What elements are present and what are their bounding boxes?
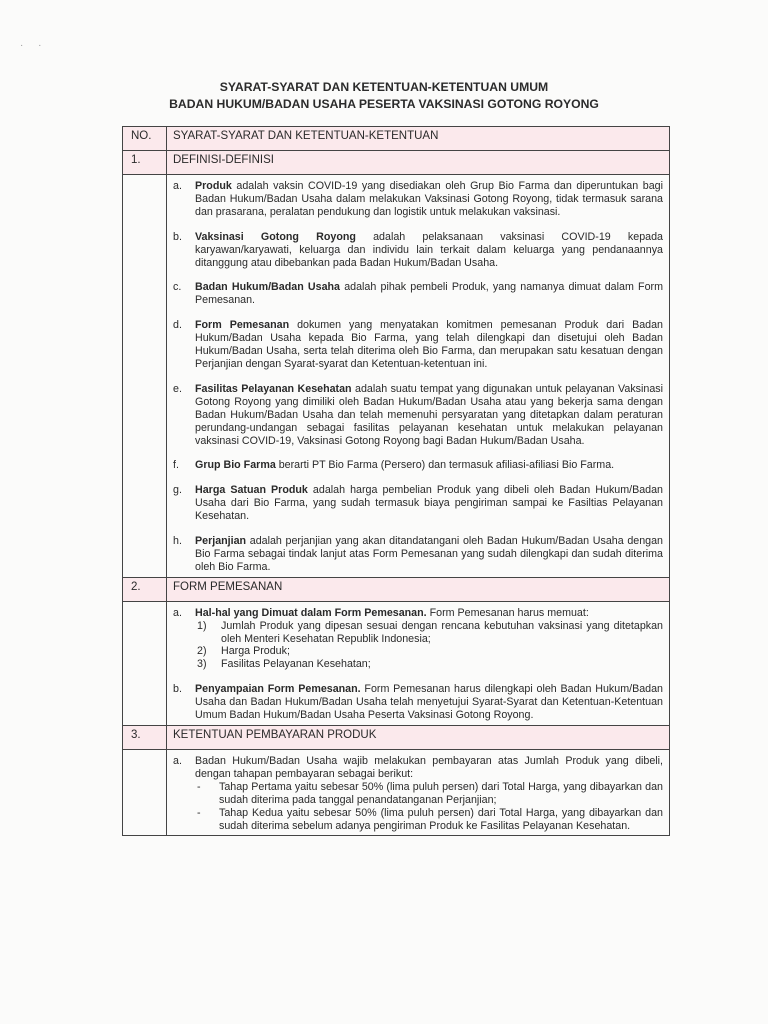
section-body-3 [123, 750, 670, 836]
list-item: a. Hal-hal yang Dimuat dalam Form Pemesanan. Form Pemesanan harus memuat: 1) Jumlah Produk yang dipesan sesuai dengan rencana kebutuhan vaksinasi yang ditetapkan oleh Menteri Kesehatan Republik Indonesia; 2) Harga Produk; 3) Fasilitas Pelayanan Kesehatan; [173, 606, 663, 671]
section-title: KETENTUAN PEMBAYARAN PRODUK [173, 729, 377, 741]
terms-table [122, 126, 670, 836]
title-line-2: BADAN HUKUM/BADAN USAHA PESERTA VAKSINASI GOTONG ROYONG [169, 97, 599, 111]
title-line-1: SYARAT-SYARAT DAN KETENTUAN-KETENTUAN UMUM [219, 80, 549, 94]
term: Fasilitas Pelayanan Kesehatan [195, 382, 352, 395]
table-header-row [123, 127, 670, 151]
header-label: SYARAT-SYARAT DAN KETENTUAN-KETENTUAN [173, 130, 439, 142]
list-item: d. Form Pemesanan dokumen yang menyatakan komitmen pemesanan Produk dari Badan Hukum/Badan Usaha kepada Bio Farma, yang telah dilengkapi dan disetujui oleh Badan Hukum/Badan Usaha, serta telah diterima oleh Bio Farma, dan merupakan satu kesatuan dengan Perjanjian dengan Syarat-syarat dan Ketentuan-ketentuan ini. [173, 319, 663, 370]
term: Form Pemesanan [195, 319, 290, 332]
scan-speck: · · [20, 40, 48, 51]
section-body-1 [123, 175, 670, 578]
term: Badan Hukum/Badan Usaha [195, 281, 340, 294]
header-no: NO. [123, 127, 167, 151]
list-item: b. Vaksinasi Gotong Royong adalah pelaksanaan vaksinasi COVID-19 kepada karyawan/karyawati, keluarga dan individu lain terkait dalam keluarga yang pendanaannya ditanggung atau dibebankan pada Badan Hukum/Badan Usaha. [173, 230, 663, 269]
section-title: DEFINISI-DEFINISI [173, 154, 274, 166]
term: Perjanjian [195, 535, 247, 548]
section-number: 3. [123, 726, 167, 750]
sub-item: 3) Fasilitas Pelayanan Kesehatan; [197, 658, 371, 671]
term: Vaksinasi Gotong Royong [195, 230, 356, 243]
list-item: f. Grup Bio Farma berarti PT Bio Farma (Persero) dan termasuk afiliasi-afiliasi Bio Farma. [173, 459, 615, 472]
term: Produk [195, 180, 232, 192]
sub-item: 2) Harga Produk; [197, 645, 290, 658]
section-row-1 [123, 151, 670, 175]
document-title [0, 79, 768, 113]
list-item: g. Harga Satuan Produk adalah harga pembelian Produk yang dibeli oleh Badan Hukum/Badan Usaha dari Bio Farma, yang sudah termasuk biaya pengiriman sampai ke Fasiltias Pelayanan Kesehatan. [173, 484, 664, 523]
term: Harga Satuan Produk [195, 484, 308, 497]
list-item: c. Badan Hukum/Badan Usaha adalah pihak pembeli Produk, yang namanya dimuat dalam Form Pemesanan. [173, 281, 663, 307]
section-row-3 [123, 726, 670, 750]
list-item: a. Produk adalah vaksin COVID-19 yang disediakan oleh Grup Bio Farma dan diperuntukan bagi Badan Hukum/Badan Usaha dalam melakukan Vaksinasi Gotong Royong, tidak termasuk sarana dan prasarana, peralatan pendukung dan logistik untuk melakukan vaksinasi. [173, 180, 663, 218]
section-number: 1. [123, 151, 167, 175]
section-body-2 [123, 601, 670, 725]
term: Grup Bio Farma [195, 459, 276, 472]
term: Penyampaian Form Pemesanan. [195, 683, 361, 696]
list-item: a. Badan Hukum/Badan Usaha wajib melakukan pembayaran atas Jumlah Produk yang dibeli, dengan tahapan pembayaran sebagai berikut: - Tahap Pertama yaitu sebesar 50% (lima puluh persen) dari Total Harga, yang dibayarkan dan sudah diterima pada tanggal penandatanganan Perjanjian; - Tahap Kedua yaitu sebesar 50% (lima puluh persen) dari Total Harga, yang dibayarkan dan sudah diterima sebelum adanya pengiriman Produk ke Fasilitas Pelayanan Kesehatan. [173, 755, 663, 832]
section-title: FORM PEMESANAN [173, 580, 283, 593]
list-item: b. Penyampaian Form Pemesanan. Form Pemesanan harus dilengkapi oleh Badan Hukum/Badan Usaha dan Badan Hukum/Badan Usaha telah menyetujui Syarat-Syarat dan Ketentuan-Ketentuan Umum Badan Hukum/Badan Usaha Peserta Vaksinasi Gotong Royong. [173, 683, 663, 722]
section-number: 2. [123, 577, 167, 601]
term: Hal-hal yang Dimuat dalam Form Pemesanan. [195, 606, 427, 619]
sub-item: 1) Jumlah Produk yang dipesan sesuai dengan rencana kebutuhan vaksinasi yang ditetapkan oleh Menteri Kesehatan Republik Indonesia; [197, 619, 663, 645]
list-item: e. Fasilitas Pelayanan Kesehatan adalah suatu tempat yang digunakan untuk pelayanan Vaksinasi Gotong Royong yang dimiliki oleh Badan Hukum/Badan Usaha atau yang bekerja sama dengan Badan Hukum/Badan Usaha dan telah memenuhi persyaratan yang ditetapkan dalam peraturan perundang-undangan sebagai fasilitas pelayanan kesehatan untuk melakukan pelayanan vaksinasi COVID-19, Vaksinasi Gotong Royong bagi Badan Hukum/Badan Usaha. [173, 382, 663, 447]
section-row-2 [123, 577, 670, 601]
dash-item: - Tahap Pertama yaitu sebesar 50% (lima puluh persen) dari Total Harga, yang dibayarkan dan sudah diterima pada tanggal penandatanganan Perjanjian; [197, 780, 663, 806]
dash-item: - Tahap Kedua yaitu sebesar 50% (lima puluh persen) dari Total Harga, yang dibayarkan dan sudah diterima sebelum adanya pengiriman Produk ke Fasilitas Pelayanan Kesehatan. [197, 806, 663, 832]
list-item: h. Perjanjian adalah perjanjian yang akan ditandatangani oleh Badan Hukum/Badan Usaha dengan Bio Farma sebagai tindak lanjut atas Form Pemesanan yang sudah dilengkapi dan sudah diterima oleh Bio Farma. [173, 535, 663, 573]
